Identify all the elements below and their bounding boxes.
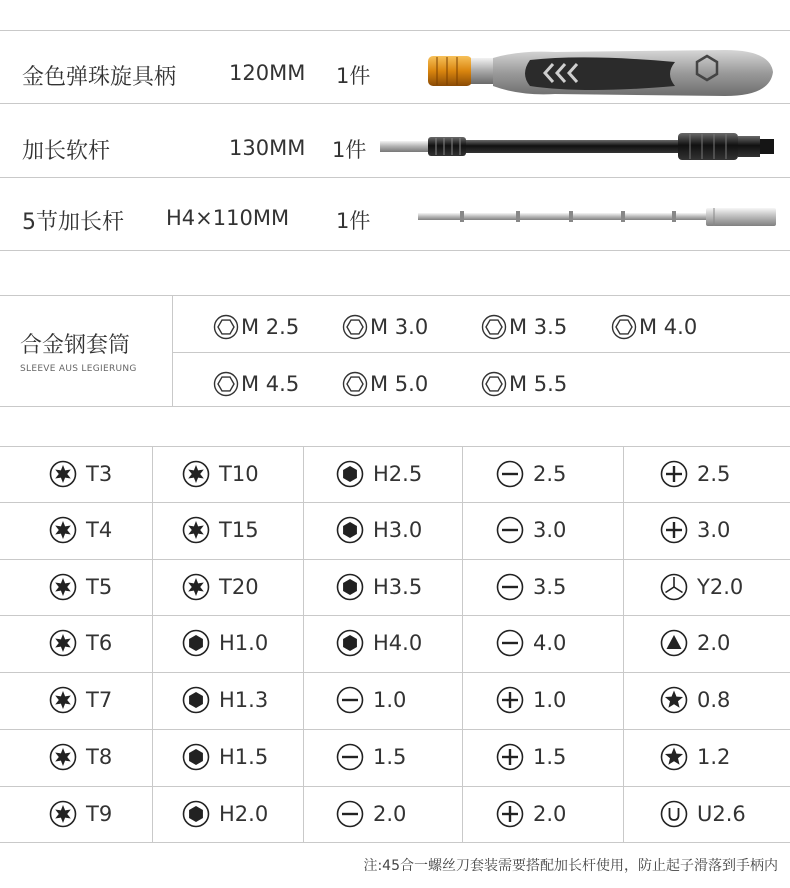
bit-cell [660, 672, 730, 728]
sleeve-size: M 2.5 [241, 315, 300, 339]
torx-bit-icon [49, 686, 77, 714]
bit-cell [496, 672, 566, 728]
bit-size: 4.0 [533, 631, 567, 655]
phillips-bit-icon [660, 516, 688, 544]
phillips-bit-icon [496, 686, 524, 714]
bit-size: T15 [219, 518, 259, 542]
bit-size: H3.0 [373, 518, 423, 542]
bit-size: 2.5 [533, 462, 567, 486]
bit-cell [496, 446, 566, 502]
sleeve-size: M 5.0 [370, 372, 429, 396]
bit-cell [49, 502, 112, 558]
slotted-bit-icon [336, 686, 364, 714]
bit-size: 2.0 [533, 802, 567, 826]
bit-size: H2.0 [219, 802, 269, 826]
bit-size: 2.5 [697, 462, 731, 486]
bit-cell [496, 786, 566, 842]
hex-bit-icon [336, 516, 364, 544]
bit-cell [336, 502, 422, 558]
pentalobe-bit-icon [660, 743, 688, 771]
bit-cell [336, 559, 422, 615]
slotted-bit-icon [336, 800, 364, 828]
divider [173, 352, 790, 353]
sleeve-size: M 3.5 [509, 315, 568, 339]
bit-cell [336, 672, 406, 728]
accessory-qty: 1件 [332, 138, 367, 162]
hex-bit-icon [336, 629, 364, 657]
accessory-name: 5节加长杆 [22, 210, 124, 235]
torx-bit-icon [49, 629, 77, 657]
bit-cell [496, 615, 566, 671]
bit-cell [182, 559, 259, 615]
sleeve-item [611, 313, 697, 341]
hex-bit-icon [182, 629, 210, 657]
hex-bit-icon [336, 573, 364, 601]
sleeve-size: M 4.5 [241, 372, 300, 396]
bit-cell [182, 615, 268, 671]
hex-socket-icon [213, 371, 239, 397]
bit-cell [660, 559, 743, 615]
bit-size: 3.5 [533, 575, 567, 599]
flexible-shaft-icon [378, 128, 778, 166]
bit-size: 1.5 [373, 745, 407, 769]
hex-bit-icon [182, 743, 210, 771]
divider [152, 446, 153, 842]
slotted-bit-icon [496, 629, 524, 657]
hex-socket-icon [342, 371, 368, 397]
hex-socket-icon [481, 314, 507, 340]
divider [303, 446, 304, 842]
bit-cell [496, 729, 566, 785]
bit-cell [336, 786, 406, 842]
bit-cell [336, 615, 422, 671]
bit-cell [49, 672, 112, 728]
divider [0, 406, 790, 407]
bit-cell [182, 672, 268, 728]
sleeve-size: M 5.5 [509, 372, 568, 396]
divider [462, 446, 463, 842]
torx-bit-icon [49, 743, 77, 771]
accessory-size: 130MM [229, 136, 306, 160]
hex-bit-icon [182, 686, 210, 714]
bit-size: 2.0 [697, 631, 731, 655]
hex-socket-icon [481, 371, 507, 397]
pentalobe-bit-icon [660, 686, 688, 714]
divider [0, 842, 790, 843]
bit-size: 3.0 [533, 518, 567, 542]
sleeve-title: 合金钢套筒 [20, 333, 131, 358]
bit-cell [49, 559, 112, 615]
bit-size: T10 [219, 462, 259, 486]
bit-cell [49, 615, 112, 671]
bit-size: H1.3 [219, 688, 269, 712]
bit-cell [49, 729, 112, 785]
slotted-bit-icon [496, 573, 524, 601]
bit-cell [336, 446, 422, 502]
bit-size: T3 [86, 462, 113, 486]
bit-size: T6 [86, 631, 113, 655]
accessory-qty: 1件 [336, 209, 371, 233]
bit-size: 1.0 [373, 688, 407, 712]
bit-cell [660, 729, 730, 785]
accessory-name: 金色弹珠旋具柄 [22, 65, 177, 90]
bit-size: 1.2 [697, 745, 731, 769]
accessory-size: H4×110MM [166, 206, 290, 230]
divider [0, 177, 790, 178]
divider [0, 295, 790, 296]
accessory-qty: 1件 [336, 64, 371, 88]
hex-socket-icon [213, 314, 239, 340]
tri-wing-bit-icon [660, 573, 688, 601]
bit-size: H1.5 [219, 745, 269, 769]
bit-size: T4 [86, 518, 113, 542]
bit-cell [660, 502, 730, 558]
torx-bit-icon [182, 460, 210, 488]
sleeve-item [342, 370, 428, 398]
bit-cell [182, 446, 259, 502]
sleeve-item [342, 313, 428, 341]
bit-cell [660, 615, 730, 671]
sleeve-item [481, 370, 567, 398]
sleeve-item [213, 370, 299, 398]
bit-size: H2.5 [373, 462, 423, 486]
hex-bit-icon [336, 460, 364, 488]
bit-size: H3.5 [373, 575, 423, 599]
u-type-bit-icon [660, 800, 688, 828]
bit-cell [496, 559, 566, 615]
bit-size: H4.0 [373, 631, 423, 655]
torx-bit-icon [182, 516, 210, 544]
bit-size: H1.0 [219, 631, 269, 655]
phillips-bit-icon [496, 743, 524, 771]
triangle-bit-icon [660, 629, 688, 657]
bit-size: T7 [86, 688, 113, 712]
slotted-bit-icon [496, 516, 524, 544]
torx-bit-icon [49, 516, 77, 544]
divider [623, 446, 624, 842]
bit-size: 2.0 [373, 802, 407, 826]
slotted-bit-icon [496, 460, 524, 488]
torx-bit-icon [49, 573, 77, 601]
bit-cell [336, 729, 406, 785]
hex-socket-icon [342, 314, 368, 340]
phillips-bit-icon [660, 460, 688, 488]
bit-cell [49, 786, 112, 842]
bit-cell [182, 786, 268, 842]
sleeve-subtitle: SLEEVE AUS LEGIERUNG [20, 364, 137, 374]
bit-size: U2.6 [697, 802, 746, 826]
bit-cell [182, 502, 259, 558]
torx-bit-icon [49, 800, 77, 828]
sleeve-item [213, 313, 299, 341]
bit-size: 0.8 [697, 688, 731, 712]
bit-size: T8 [86, 745, 113, 769]
phillips-bit-icon [496, 800, 524, 828]
accessory-size: 120MM [229, 61, 306, 85]
hex-bit-icon [182, 800, 210, 828]
accessory-name: 加长软杆 [22, 139, 111, 164]
bit-size: T20 [219, 575, 259, 599]
torx-bit-icon [49, 460, 77, 488]
sleeve-item [481, 313, 567, 341]
torx-bit-icon [182, 573, 210, 601]
bit-cell [496, 502, 566, 558]
bit-cell [660, 446, 730, 502]
bit-size: Y2.0 [697, 575, 744, 599]
divider [0, 30, 790, 31]
footnote: 注:45合一螺丝刀套装需要搭配加长杆使用，防止起子滑落到手柄内 [363, 858, 778, 874]
extension-rod-icon [414, 204, 780, 232]
sleeve-size: M 4.0 [639, 315, 698, 339]
bit-size: 1.0 [533, 688, 567, 712]
bit-size: 1.5 [533, 745, 567, 769]
hex-socket-icon [611, 314, 637, 340]
bit-size: T9 [86, 802, 113, 826]
sleeve-size: M 3.0 [370, 315, 429, 339]
slotted-bit-icon [336, 743, 364, 771]
bit-size: T5 [86, 575, 113, 599]
bit-cell [182, 729, 268, 785]
divider [172, 295, 173, 407]
bit-cell [660, 786, 746, 842]
bit-cell [49, 446, 112, 502]
bit-size: 3.0 [697, 518, 731, 542]
divider [0, 250, 790, 251]
screwdriver-handle-icon [425, 44, 780, 104]
